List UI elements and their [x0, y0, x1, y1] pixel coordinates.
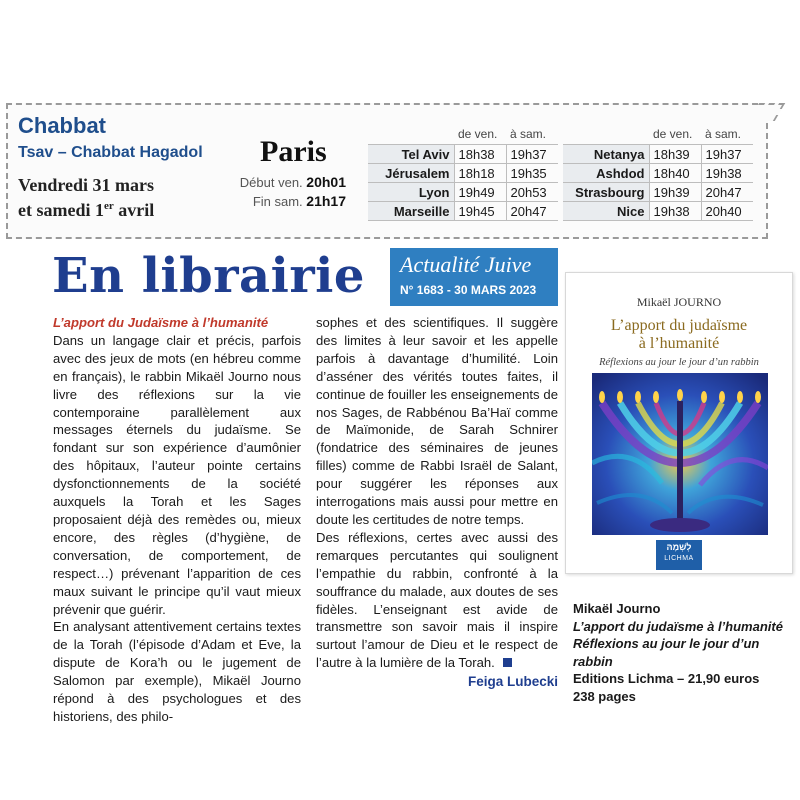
article-paragraph-text: Des réflexions, certes avec aussi des remarques percutantes qui soulignent l’empathie du rabbin, confronté à la souffrance du malade, aux doutes de ses fidèles. L’enseignant est avide de transmettre son savoir mais il inspire surtout l’amour de Dieu et le respect de l’autre à la lumière de la Torah.: [316, 529, 558, 671]
publication-issue: N° 1683 - 30 MARS 2023: [400, 283, 537, 297]
time-to-cell: 20h53: [506, 183, 558, 202]
date-line-2-sup: er: [103, 200, 114, 212]
time-from-cell: 19h45: [454, 202, 506, 221]
time-to-cell: 20h47: [506, 202, 558, 221]
header-to: à sam.: [510, 127, 547, 141]
time-to-cell: 19h37: [701, 145, 753, 164]
publisher-logo-name: LICHMA: [664, 555, 694, 562]
cover-subtitle: Réflexions au jour le jour d’un rabbin: [599, 357, 759, 368]
book-cover-image: [565, 272, 793, 574]
book-info-title: L’apport du judaïsme à l’humanité: [573, 618, 783, 634]
city-cell: Lyon: [368, 183, 454, 202]
publisher-logo-hebrew: לְשְׁמָהּ: [666, 542, 692, 552]
city-cell: Netanya: [563, 145, 649, 164]
city-cell: Nice: [563, 202, 649, 221]
table-row: [563, 183, 753, 202]
parasha-name: Tsav – Chabbat Hagadol: [18, 144, 203, 161]
header-empty: [368, 127, 454, 145]
time-to-cell: 20h40: [701, 202, 753, 221]
publication-badge: [390, 248, 558, 306]
times-table-right: [563, 127, 753, 221]
paris-start: [240, 174, 346, 190]
end-of-article-square-icon: [503, 658, 512, 667]
city-cell: Ashdod: [563, 164, 649, 183]
cover-author: Mikaël JOURNO: [636, 295, 722, 309]
table-row: [563, 164, 753, 183]
city-cell: Jérusalem: [368, 164, 454, 183]
header-empty: [563, 127, 649, 145]
article-paragraph: Dans un langage clair et précis, parfois avec des jeux de mots (en hébreu comme en français), le rabbin Mikaël Journo nous livre des réflexions sur la vie contemporaine parallèlement aux messages éternels du judaïsme. Se fondant sur son expérience d’aumônier des hôpitaux, l’auteur pointe certains dysfonctionnements de la société auxquels la Torah et les Sages proposaient déjà des remèdes ou, mieux encore, des règles (d’hygiène, de conversation, de comportement, de respect…) prévenant l’apparition de ces maux suivant le principe qu’il vaut mieux prévenir que guérir.: [53, 332, 301, 617]
time-from-cell: 18h18: [454, 164, 506, 183]
cover-menorah-painting: [592, 373, 768, 535]
table-row: [368, 164, 558, 183]
table-row: [368, 183, 558, 202]
article-paragraph: sophes et des scientifiques. Il suggère des limites à leur savoir et les appelle parfois à davantage d’humilité. Loin d’asséner des vérités toutes faites, il continue de fouiller les enseignements de nos Sages, de Rabbénou Ba’Haï comme de Maïmonide, de Sarah Schnirer (fondatrice des séminaires de jeunes filles) comme de Rabbi Israël de Salant, pour suggérer les réponses aux interrogations mais aussi pour mettre en doute les certitudes de notre temps.: [316, 315, 558, 527]
header-to: à sam.: [705, 127, 742, 141]
article-column-1: [53, 314, 301, 726]
chabbat-times-box: [6, 103, 768, 239]
paris-start-time: 20h01: [306, 174, 346, 190]
paris-start-label: Début ven.: [239, 175, 303, 190]
book-info-block: [573, 600, 800, 705]
time-to-cell: 19h38: [701, 164, 753, 183]
time-to-cell: 19h35: [506, 164, 558, 183]
city-cell: Tel Aviv: [368, 145, 454, 164]
time-from-cell: 18h39: [649, 145, 701, 164]
date-line-2-text: et samedi 1: [18, 200, 104, 220]
city-cell: Marseille: [368, 202, 454, 221]
paris-end-label: Fin sam.: [252, 194, 303, 209]
table-row: [368, 145, 558, 164]
paris-city: Paris: [260, 135, 327, 168]
cover-title-line-2: à l’humanité: [638, 335, 720, 352]
table-row: [563, 202, 753, 221]
paris-end-time: 21h17: [306, 193, 346, 209]
city-cell: Strasbourg: [563, 183, 649, 202]
publisher-logo: [656, 540, 702, 570]
article-subhead: L’apport du Judaïsme à l’humanité: [53, 315, 269, 330]
table-row: [368, 202, 558, 221]
article-paragraph: En analysant attentivement certains textes de la Torah (l’épisode d’Adam et Eve, la dispute de Kora’h ou le jugement de Salomon par exemple), Mikaël Journo répond à des psychologues et des historiens, des philo-: [53, 619, 301, 724]
time-to-cell: 20h47: [701, 183, 753, 202]
time-to-cell: 19h37: [506, 145, 558, 164]
article-paragraph-last: [316, 529, 558, 672]
book-info-subtitle: Réflexions au jour le jour d’un rabbin: [573, 636, 760, 669]
book-info-price: Editions Lichma – 21,90 euros: [573, 671, 760, 686]
time-from-cell: 19h39: [649, 183, 701, 202]
time-from-cell: 18h38: [454, 145, 506, 164]
time-from-cell: 18h40: [649, 164, 701, 183]
chabbat-title: Chabbat: [18, 113, 106, 138]
date-line-2: [18, 200, 154, 221]
table-row: [563, 145, 753, 164]
paris-end: [253, 193, 346, 209]
time-from-cell: 19h38: [649, 202, 701, 221]
article-column-2: [316, 314, 558, 672]
book-info-author: Mikaël Journo: [573, 601, 661, 616]
date-line-2-month: avril: [113, 200, 155, 220]
folded-corner-decoration: [749, 103, 785, 121]
date-line-1: Vendredi 31 mars: [18, 175, 155, 195]
header-from: de ven.: [458, 127, 498, 141]
section-title: En librairie: [52, 248, 365, 304]
time-from-cell: 19h49: [454, 183, 506, 202]
article-author: Feiga Lubecki: [467, 674, 558, 689]
publication-name: Actualité Juive: [400, 252, 532, 277]
header-from: de ven.: [653, 127, 693, 141]
cover-title-line-1: L’apport du judaïsme: [610, 317, 748, 334]
book-info-pages: 238 pages: [573, 688, 636, 704]
times-table-left: [368, 127, 558, 221]
